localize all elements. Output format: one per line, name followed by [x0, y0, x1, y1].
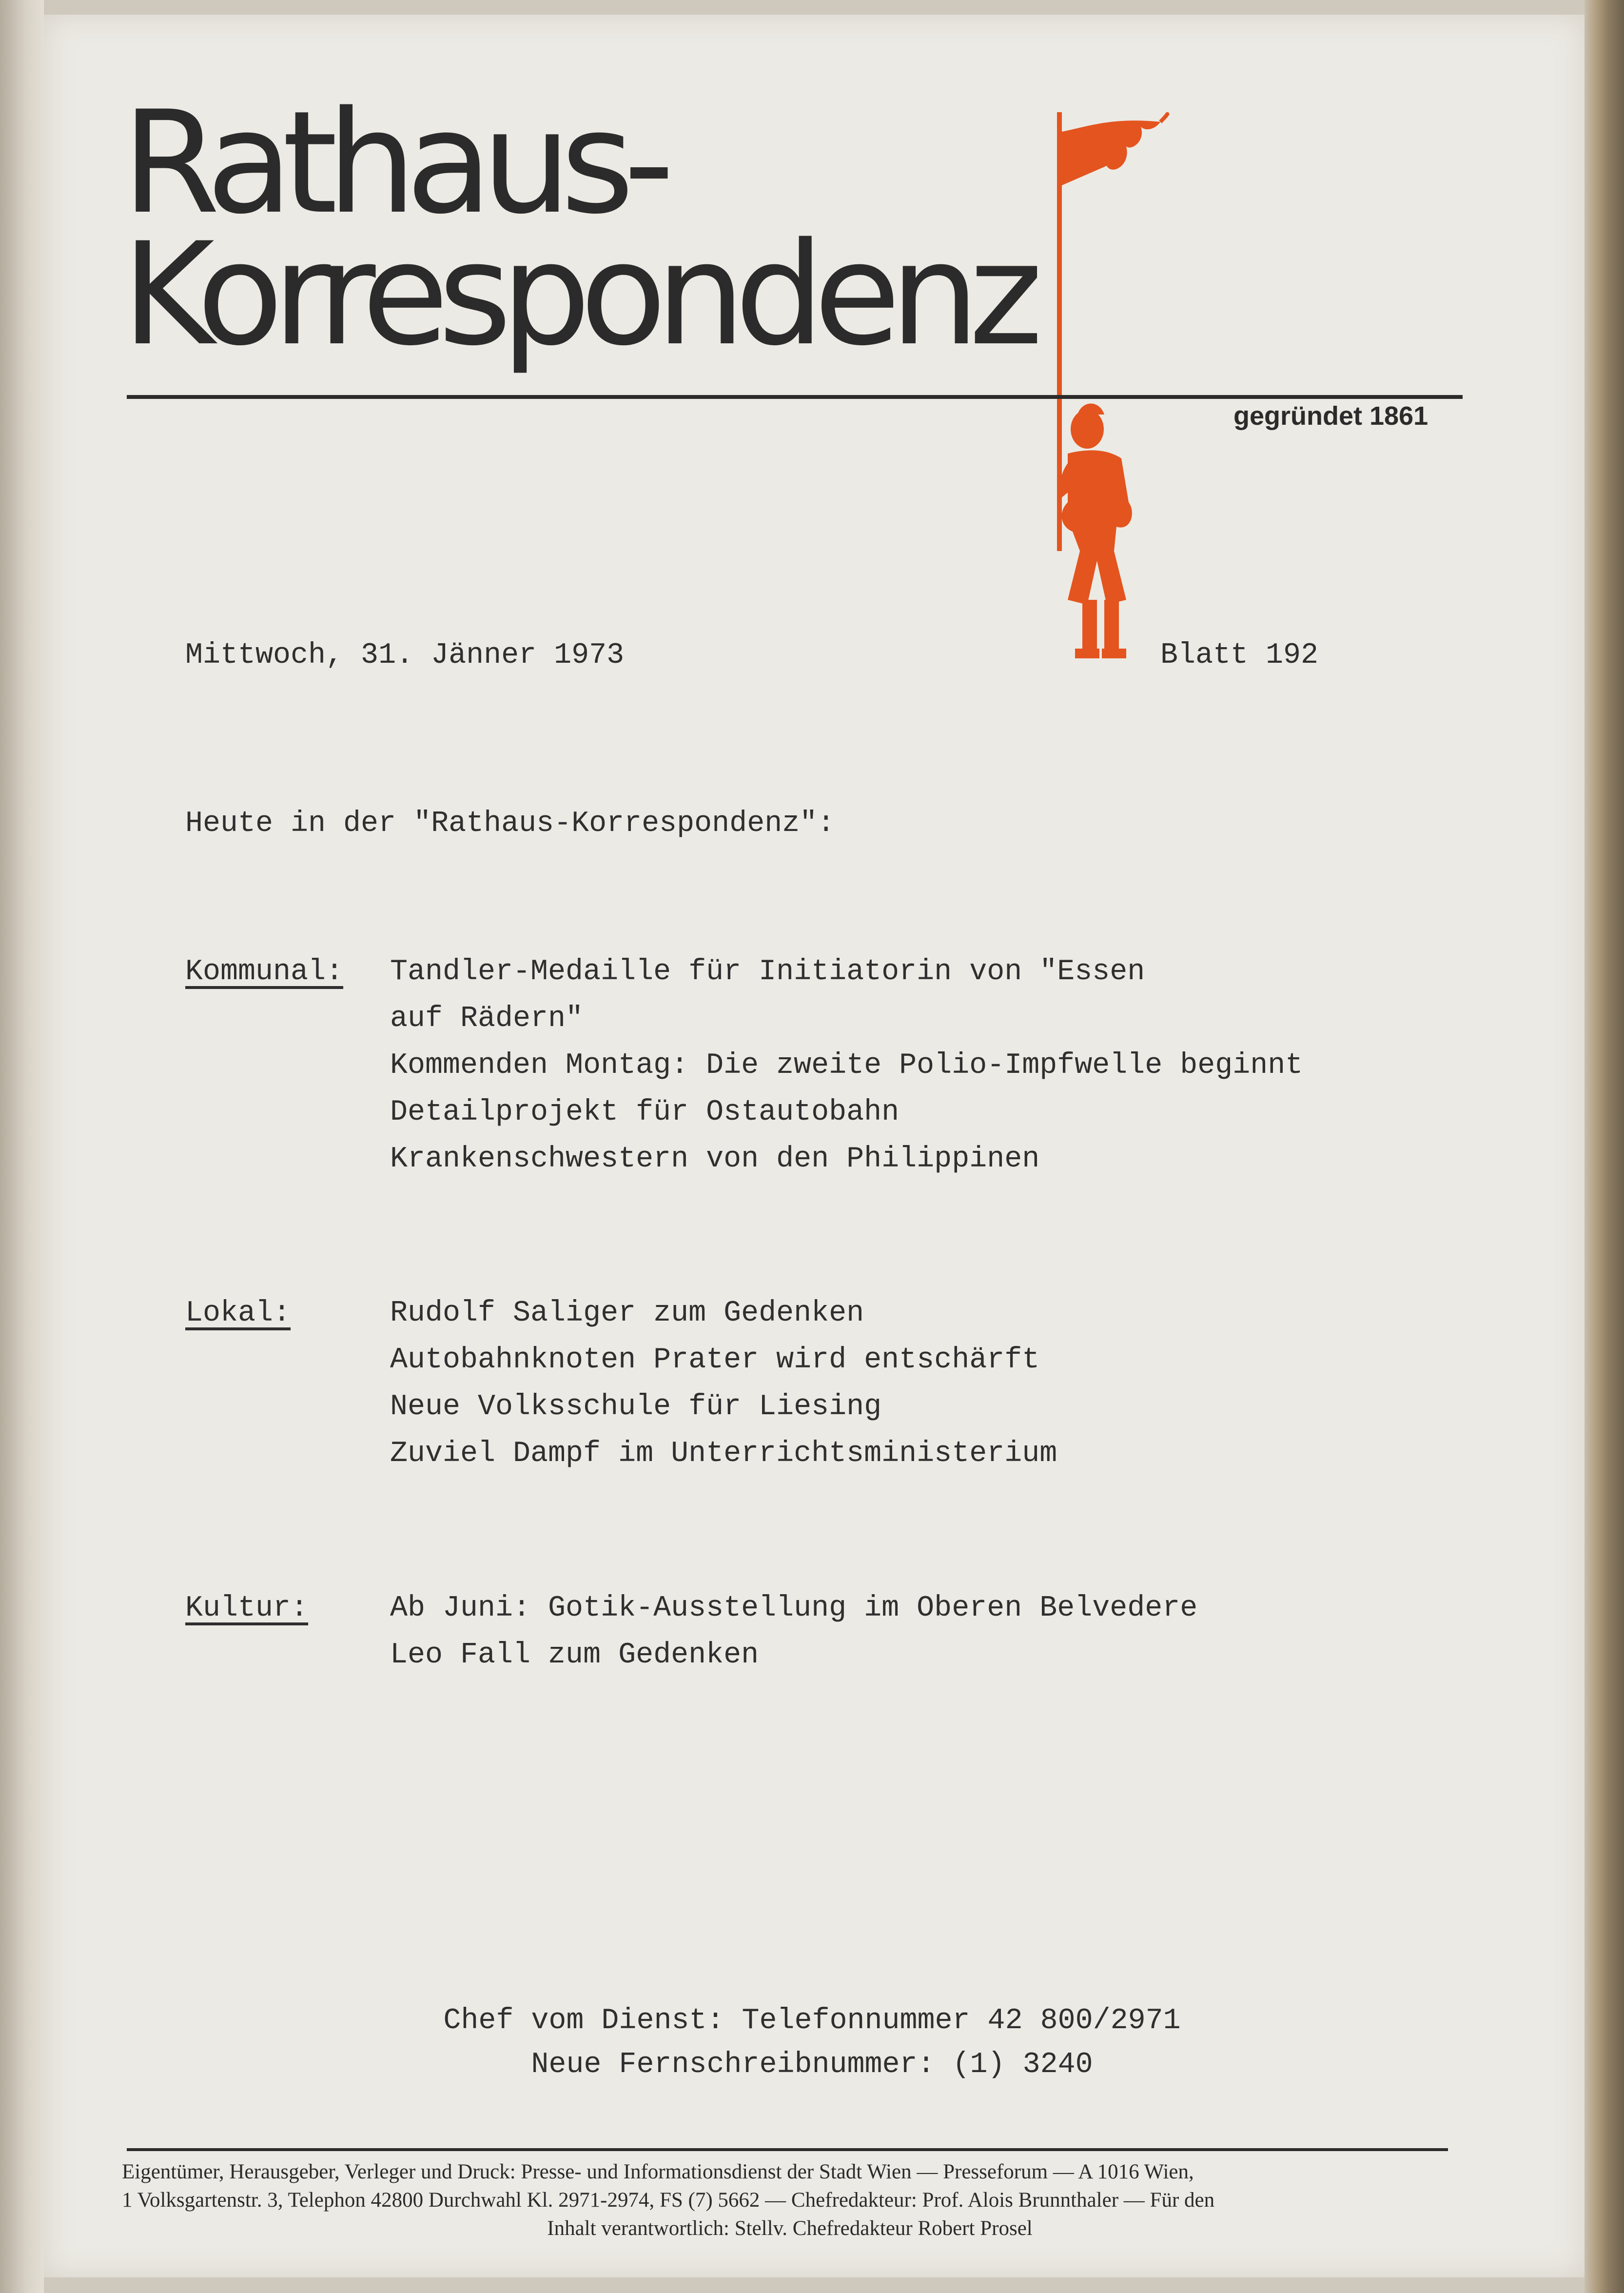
founded-note: gegründet 1861 — [1233, 401, 1428, 431]
list-item: Detailprojekt für Ostautobahn — [390, 1096, 900, 1129]
list-item: Rudolf Saliger zum Gedenken — [390, 1297, 864, 1330]
sheet-number: Blatt 192 — [1160, 639, 1319, 672]
section-label: Kommunal: — [185, 955, 344, 988]
list-item: auf Rädern" — [390, 1002, 584, 1035]
binding-edge-left — [0, 0, 44, 2293]
section-label: Kultur: — [185, 1592, 309, 1625]
section-items — [390, 949, 1624, 1183]
masthead-title-line2: Korrespondenz — [122, 213, 1033, 377]
list-item: Leo Fall zum Gedenken — [390, 1639, 759, 1672]
imprint-line: Eigentümer, Herausgeber, Verleger und Druck: Presse- und Informationsdienst der Stadt Wien — Presseforum — A 1016 Wien, — [122, 2160, 1194, 2183]
contents-intro: Heute in der "Rathaus-Korrespondenz": — [185, 807, 835, 840]
masthead-title-line1: Rathaus- — [122, 81, 664, 245]
section-items — [390, 1585, 1624, 1679]
contact-phone: Chef vom Dienst: Telefonnummer 42 800/2971 — [443, 2004, 1181, 2037]
list-item: Kommenden Montag: Die zweite Polio-Impfwelle beginnt — [390, 1049, 1303, 1082]
imprint-footer — [122, 2158, 1458, 2243]
section-items — [390, 1290, 1624, 1477]
footer-rule — [127, 2148, 1448, 2151]
contact-telex: Neue Fernschreibnummer: (1) 3240 — [531, 2048, 1093, 2081]
list-item: Autobahnknoten Prater wird entschärft — [390, 1344, 1040, 1377]
list-item: Ab Juni: Gotik-Ausstellung im Oberen Belvedere — [390, 1592, 1198, 1625]
list-item: Tandler-Medaille für Initiatorin von "Essen — [390, 955, 1145, 988]
imprint-line: Inhalt verantwortlich: Stellv. Chefredakteur Robert Prosel — [547, 2217, 1033, 2240]
section-label: Lokal: — [185, 1297, 291, 1330]
list-item: Krankenschwestern von den Philippinen — [390, 1143, 1040, 1176]
masthead-title — [122, 81, 1033, 377]
list-item: Zuviel Dampf im Unterrichtsministerium — [390, 1437, 1057, 1470]
issue-date: Mittwoch, 31. Jänner 1973 — [185, 639, 625, 672]
masthead-rule — [127, 395, 1463, 399]
imprint-line: 1 Volksgartenstr. 3, Telephon 42800 Durchwahl Kl. 2971-2974, FS (7) 5662 — Chefredakteur: Prof. Alois Brunnthaler — Für den — [122, 2189, 1215, 2212]
rathausmann-knight-icon — [1014, 112, 1170, 663]
list-item: Neue Volksschule für Liesing — [390, 1390, 882, 1423]
